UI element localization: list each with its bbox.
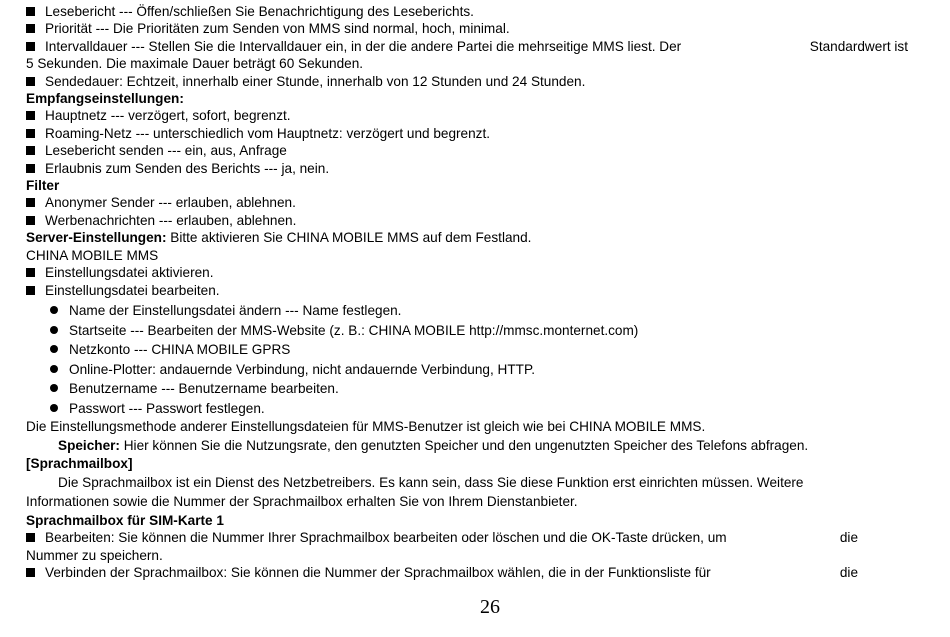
- list-item: [26, 73, 916, 90]
- sub-list-item: [26, 399, 916, 419]
- item-text: Passwort --- Passwort festlegen.: [69, 400, 265, 416]
- heading-empfangseinstellungen: Empfangseinstellungen:: [26, 91, 184, 107]
- sub-list-item: [26, 340, 916, 360]
- item-text: Einstellungsdatei aktivieren.: [45, 265, 214, 281]
- square-bullet-icon: [26, 111, 35, 120]
- heading-filter: Filter: [26, 178, 60, 194]
- item-text: Lesebericht senden --- ein, aus, Anfrage: [45, 143, 287, 159]
- speicher-line: [26, 436, 916, 456]
- list-item: [26, 107, 916, 124]
- sub-list-item: [26, 321, 916, 341]
- square-bullet-icon: [26, 42, 35, 51]
- item-text: Startseite --- Bearbeiten der MMS-Website (z. B.: CHINA MOBILE http://mmsc.monternet.com): [69, 322, 639, 338]
- item-text: Priorität --- Die Prioritäten zum Senden von MMS sind normal, hoch, minimal.: [45, 21, 510, 37]
- list-item: [26, 212, 916, 229]
- item-text: Werbenachrichten --- erlauben, ablehnen.: [45, 212, 297, 228]
- speicher-text: Hier können Sie die Nutzungsrate, den genutzten Speicher und den ungenutzten Speicher des Telefons abfragen.: [119, 437, 809, 453]
- item-text-end: die: [839, 530, 858, 546]
- paragraph: Die Sprachmailbox ist ein Dienst des Netzbetreibers. Es kann sein, dass Sie diese Funktion erst einrichten müssen. Weitere: [58, 474, 804, 490]
- item-text: Name der Einstellungsdatei ändern --- Name festlegen.: [69, 302, 402, 318]
- item-text: Benutzername --- Benutzername bearbeiten.: [69, 381, 339, 397]
- list-item: [26, 142, 916, 159]
- list-item: [26, 125, 916, 142]
- china-mobile-mms-label: CHINA MOBILE MMS: [26, 247, 159, 263]
- item-text-end: die: [839, 565, 858, 581]
- round-bullet-icon: [50, 326, 58, 334]
- round-bullet-icon: [50, 384, 58, 392]
- server-text: Bitte aktivieren Sie CHINA MOBILE MMS auf dem Festland.: [166, 230, 532, 246]
- paragraph-continuation: Informationen sowie die Nummer der Sprachmailbox erhalten Sie von Ihrem Dienstanbieter.: [26, 494, 578, 510]
- item-text: Roaming-Netz --- unterschiedlich vom Hauptnetz: verzögert und begrenzt.: [45, 125, 491, 141]
- square-bullet-icon: [26, 268, 35, 277]
- item-text: Bearbeiten: Sie können die Nummer Ihrer Sprachmailbox bearbeiten oder löschen und die OK-Taste drücken, um: [45, 530, 727, 546]
- square-bullet-icon: [26, 129, 35, 138]
- heading-sprachmailbox: [Sprachmailbox]: [26, 456, 133, 472]
- list-item: [26, 194, 916, 211]
- square-bullet-icon: [26, 24, 35, 33]
- item-text: Intervalldauer --- Stellen Sie die Intervalldauer ein, in der die andere Partei die mehrseitige MMS liest. Der: [45, 38, 682, 54]
- item-text-end: Standardwert ist: [809, 38, 908, 54]
- list-item: [26, 3, 916, 20]
- sub-list-item: [26, 301, 916, 321]
- page-number: 26: [480, 596, 500, 618]
- item-text: Online-Plotter: andauernde Verbindung, nicht andauernde Verbindung, HTTP.: [69, 361, 536, 377]
- list-item: [26, 564, 916, 582]
- list-item-continuation: 5 Sekunden. Die maximale Dauer beträgt 60 Sekunden.: [26, 56, 364, 72]
- round-bullet-icon: [50, 306, 58, 314]
- list-item: [26, 20, 916, 37]
- item-text: Sendedauer: Echtzeit, innerhalb einer Stunde, innerhalb von 12 Stunden und 24 Stunden.: [45, 73, 586, 89]
- round-bullet-icon: [50, 365, 58, 373]
- square-bullet-icon: [26, 77, 35, 86]
- list-item: [26, 160, 916, 177]
- server-settings-line: [26, 229, 916, 246]
- square-bullet-icon: [26, 533, 35, 542]
- list-item: [26, 529, 916, 546]
- square-bullet-icon: [26, 216, 35, 225]
- round-bullet-icon: [50, 345, 58, 353]
- square-bullet-icon: [26, 7, 35, 16]
- square-bullet-icon: [26, 164, 35, 173]
- sub-list-item: [26, 360, 916, 380]
- heading-speicher: Speicher:: [58, 437, 120, 453]
- square-bullet-icon: [26, 568, 35, 577]
- list-item-continuation: Nummer zu speichern.: [26, 547, 163, 563]
- item-text: Erlaubnis zum Senden des Berichts --- ja, nein.: [45, 160, 330, 176]
- square-bullet-icon: [26, 146, 35, 155]
- square-bullet-icon: [26, 198, 35, 207]
- item-text: Einstellungsdatei bearbeiten.: [45, 282, 220, 298]
- item-text: Anonymer Sender --- erlauben, ablehnen.: [45, 195, 296, 211]
- document-page: [26, 3, 916, 583]
- list-item: [26, 282, 916, 299]
- heading-sim-card-1: Sprachmailbox für SIM-Karte 1: [26, 513, 224, 529]
- round-bullet-icon: [50, 404, 58, 412]
- item-text: Hauptnetz --- verzögert, sofort, begrenzt.: [45, 108, 291, 124]
- sub-list-item: [26, 379, 916, 399]
- item-text: Lesebericht --- Öffen/schließen Sie Benachrichtigung des Leseberichts.: [45, 4, 474, 19]
- paragraph: Die Einstellungsmethode anderer Einstellungsdateien für MMS-Benutzer ist gleich wie bei CHINA MOBILE MMS.: [26, 419, 706, 435]
- square-bullet-icon: [26, 286, 35, 295]
- item-text: Verbinden der Sprachmailbox: Sie können die Nummer der Sprachmailbox wählen, die in der Funktionsliste für: [45, 565, 711, 581]
- item-text: Netzkonto --- CHINA MOBILE GPRS: [69, 342, 291, 358]
- heading-server-einstellungen: Server-Einstellungen:: [26, 230, 167, 246]
- list-item: [26, 38, 916, 55]
- list-item: [26, 264, 916, 281]
